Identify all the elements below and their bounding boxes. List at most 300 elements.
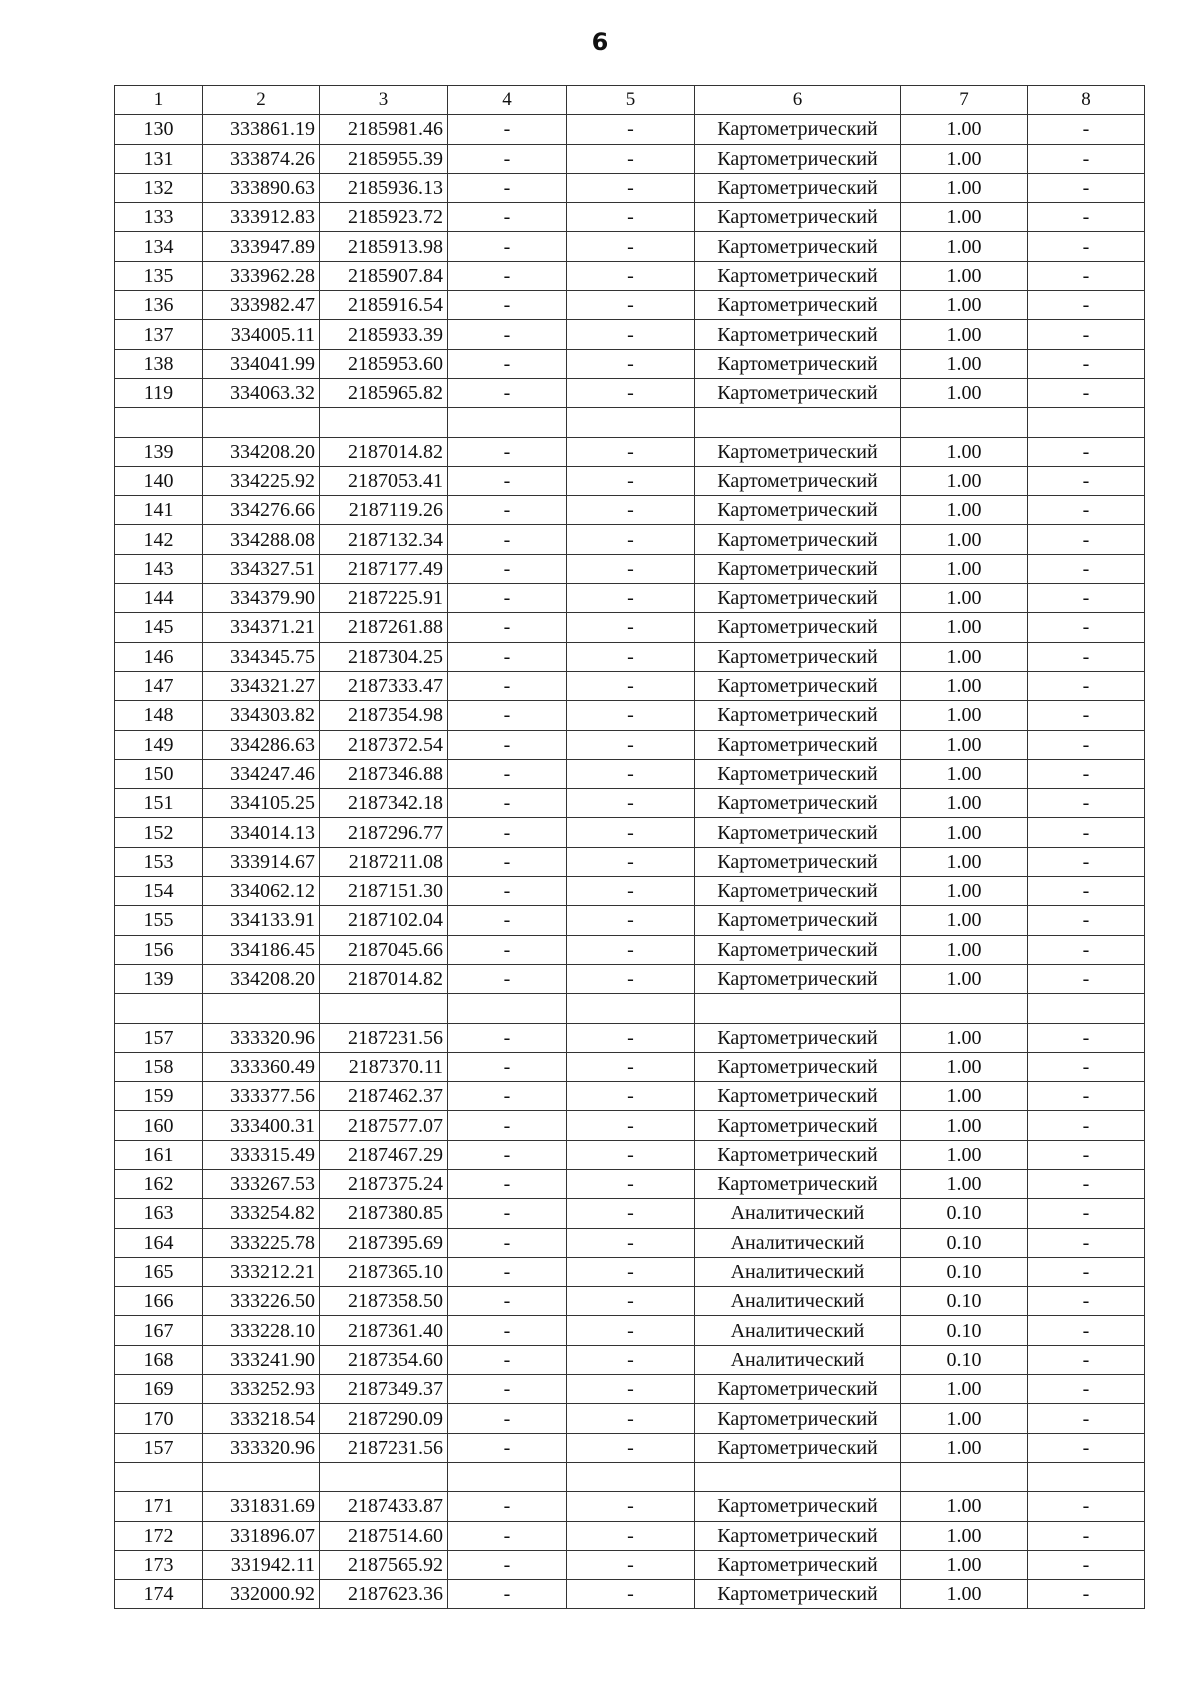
table-cell: - [448,1550,567,1579]
table-cell: - [567,1521,695,1550]
table-row [115,642,1145,671]
coordinates-table [114,85,1145,1609]
table-cell: 333861.19 [203,115,320,144]
table-cell: - [1028,1550,1145,1579]
table-cell: 1.00 [901,1521,1028,1550]
table-cell: 1.00 [901,173,1028,202]
table-cell: - [567,1404,695,1433]
table-cell: Картометрический [695,144,901,173]
table-cell: 2187372.54 [320,730,448,759]
table-cell: - [567,818,695,847]
table-cell: 2187349.37 [320,1375,448,1404]
table-cell: 1.00 [901,349,1028,378]
table-cell [320,1462,448,1491]
table-cell: - [1028,115,1145,144]
table-cell: 1.00 [901,964,1028,993]
table-cell: 334105.25 [203,789,320,818]
table-cell: 334321.27 [203,671,320,700]
table-cell: - [448,1111,567,1140]
table-cell: 0.10 [901,1199,1028,1228]
table-cell: 138 [115,349,203,378]
table-cell: 1.00 [901,1492,1028,1521]
column-header: 7 [901,86,1028,115]
table-cell: 2185955.39 [320,144,448,173]
table-row [115,1462,1145,1491]
table-cell: 152 [115,818,203,847]
table-cell: - [448,1404,567,1433]
table-cell: 2187375.24 [320,1169,448,1198]
table-cell: - [1028,1316,1145,1345]
table-cell: - [448,525,567,554]
table-cell: 140 [115,466,203,495]
table-cell: 333912.83 [203,203,320,232]
table-cell: 2187177.49 [320,554,448,583]
table-cell: 143 [115,554,203,583]
table-cell: 1.00 [901,1550,1028,1579]
table-cell: 2185981.46 [320,115,448,144]
table-cell: 334247.46 [203,759,320,788]
table-cell: - [448,554,567,583]
table-cell: 1.00 [901,847,1028,876]
table-cell: 171 [115,1492,203,1521]
table-cell: - [1028,1023,1145,1052]
table-cell: - [1028,349,1145,378]
table-cell: 131 [115,144,203,173]
table-cell: - [1028,1199,1145,1228]
table-cell: Картометрический [695,1580,901,1609]
table-cell: - [567,964,695,993]
table-cell: 148 [115,701,203,730]
table-cell: 2187395.69 [320,1228,448,1257]
table-cell: Картометрический [695,232,901,261]
table-cell: - [567,671,695,700]
table-cell: 2187354.60 [320,1345,448,1374]
table-cell: - [567,877,695,906]
table-cell: 1.00 [901,701,1028,730]
table-cell [320,408,448,437]
table-cell: 151 [115,789,203,818]
table-cell: - [448,1345,567,1374]
table-cell: 1.00 [901,730,1028,759]
table-cell [115,408,203,437]
table-cell: - [1028,847,1145,876]
table-row [115,1492,1145,1521]
table-cell: 2187380.85 [320,1199,448,1228]
table-cell: 162 [115,1169,203,1198]
table-cell: 2185907.84 [320,261,448,290]
table-cell: Картометрический [695,1492,901,1521]
table-cell: - [567,1345,695,1374]
table-cell: 1.00 [901,1082,1028,1111]
table-cell: - [567,232,695,261]
table-cell: Аналитический [695,1316,901,1345]
table-cell: 2187577.07 [320,1111,448,1140]
table-cell: 333267.53 [203,1169,320,1198]
table-cell: 2187333.47 [320,671,448,700]
table-cell: 2187132.34 [320,525,448,554]
table-cell: 1.00 [901,1580,1028,1609]
table-cell: - [448,349,567,378]
table-cell: - [1028,1082,1145,1111]
table-cell: - [1028,1521,1145,1550]
table-cell: Картометрический [695,789,901,818]
table-cell: 2187361.40 [320,1316,448,1345]
table-cell: 333226.50 [203,1287,320,1316]
table-cell: - [567,1375,695,1404]
table-cell: 2187365.10 [320,1257,448,1286]
table-cell: 1.00 [901,1023,1028,1052]
table-cell: 1.00 [901,554,1028,583]
table-cell: Картометрический [695,1375,901,1404]
table-cell [203,1462,320,1491]
table-cell: 170 [115,1404,203,1433]
table-cell: 135 [115,261,203,290]
table-row [115,408,1145,437]
table-row [115,1580,1145,1609]
table-cell: 2187231.56 [320,1023,448,1052]
table-cell: Картометрический [695,1433,901,1462]
table-cell: 1.00 [901,759,1028,788]
table-row [115,701,1145,730]
table-cell: - [1028,1140,1145,1169]
table-cell: - [448,115,567,144]
table-cell: 2187296.77 [320,818,448,847]
table-cell: Картометрический [695,261,901,290]
table-cell: 155 [115,906,203,935]
table-cell: - [567,730,695,759]
table-cell: 0.10 [901,1287,1028,1316]
table-row [115,291,1145,320]
table-cell: 331896.07 [203,1521,320,1550]
table-cell: - [567,203,695,232]
table-cell: 1.00 [901,613,1028,642]
table-cell: - [1028,701,1145,730]
table-cell: 333252.93 [203,1375,320,1404]
table-row [115,1550,1145,1579]
table-row [115,1345,1145,1374]
table-cell: - [448,935,567,964]
table-cell: 333228.10 [203,1316,320,1345]
table-cell: 333400.31 [203,1111,320,1140]
table-cell: - [567,1199,695,1228]
table-cell: 146 [115,642,203,671]
table-cell: - [1028,291,1145,320]
table-cell: - [448,1433,567,1462]
table-cell: 334371.21 [203,613,320,642]
table-cell: - [1028,1228,1145,1257]
table-cell: 334062.12 [203,877,320,906]
table-cell: 1.00 [901,1375,1028,1404]
table-row [115,935,1145,964]
table-row [115,1111,1145,1140]
table-cell: 1.00 [901,232,1028,261]
table-cell: - [1028,554,1145,583]
table-cell: 2187014.82 [320,437,448,466]
table-cell: 136 [115,291,203,320]
table-row [115,1521,1145,1550]
table-cell: Картометрический [695,378,901,407]
table-cell: Картометрический [695,1521,901,1550]
table-cell: Картометрический [695,554,901,583]
table-cell: - [1028,1580,1145,1609]
table-cell: - [567,554,695,583]
table-row [115,1082,1145,1111]
table-cell: 1.00 [901,789,1028,818]
table-cell: - [448,906,567,935]
column-header: 4 [448,86,567,115]
table-row [115,584,1145,613]
table-cell: 1.00 [901,1404,1028,1433]
table-cell: 0.10 [901,1257,1028,1286]
table-cell: 1.00 [901,378,1028,407]
table-cell [567,1462,695,1491]
table-cell: 2187053.41 [320,466,448,495]
table-row [115,1140,1145,1169]
table-cell: - [448,173,567,202]
table-cell: - [567,1111,695,1140]
table-cell: 167 [115,1316,203,1345]
table-cell: 147 [115,671,203,700]
table-cell: 142 [115,525,203,554]
table-cell: - [567,115,695,144]
table-cell: - [1028,1111,1145,1140]
table-cell [1028,994,1145,1023]
table-cell: 1.00 [901,291,1028,320]
table-cell: 334005.11 [203,320,320,349]
table-cell: 157 [115,1023,203,1052]
table-cell: 0.10 [901,1316,1028,1345]
table-cell: - [448,671,567,700]
column-header: 6 [695,86,901,115]
table-row [115,671,1145,700]
table-cell: 333320.96 [203,1023,320,1052]
table-cell: - [448,1257,567,1286]
table-cell: 331942.11 [203,1550,320,1579]
table-cell: 134 [115,232,203,261]
table-row [115,349,1145,378]
table-cell: 165 [115,1257,203,1286]
table-cell: Картометрический [695,1082,901,1111]
table-cell: - [1028,1257,1145,1286]
table-cell: - [1028,144,1145,173]
table-cell: 332000.92 [203,1580,320,1609]
table-cell [901,1462,1028,1491]
table-cell: 141 [115,496,203,525]
table-cell: - [567,1287,695,1316]
table-cell: - [567,584,695,613]
table-row [115,1257,1145,1286]
table-cell: 2187290.09 [320,1404,448,1433]
table-cell: 139 [115,964,203,993]
table-cell: 1.00 [901,1169,1028,1198]
table-row [115,525,1145,554]
table-cell: - [567,1492,695,1521]
table-cell: Картометрический [695,115,901,144]
table-cell: 132 [115,173,203,202]
table-cell: Картометрический [695,613,901,642]
table-cell [115,1462,203,1491]
table-cell: - [1028,261,1145,290]
table-cell: 1.00 [901,935,1028,964]
table-cell: - [448,847,567,876]
table-cell: - [448,378,567,407]
table-cell: - [567,496,695,525]
table-cell: - [567,1550,695,1579]
table-cell [901,994,1028,1023]
table-cell: 1.00 [901,1111,1028,1140]
table-cell: 158 [115,1052,203,1081]
table-cell: Картометрический [695,320,901,349]
table-cell: 2187354.98 [320,701,448,730]
table-cell: 1.00 [901,1433,1028,1462]
table-cell: 2187346.88 [320,759,448,788]
table-cell: 145 [115,613,203,642]
table-cell: Картометрический [695,584,901,613]
table-cell: 334379.90 [203,584,320,613]
table-cell: - [448,613,567,642]
table-row [115,1375,1145,1404]
table-cell: - [448,701,567,730]
table-row [115,818,1145,847]
table-cell: 333962.28 [203,261,320,290]
table-cell: 2185953.60 [320,349,448,378]
table-cell: Картометрический [695,759,901,788]
table-cell: - [567,1257,695,1286]
table-cell: 2187467.29 [320,1140,448,1169]
table-cell: 2187102.04 [320,906,448,935]
column-header: 1 [115,86,203,115]
table-row [115,994,1145,1023]
table-cell: 153 [115,847,203,876]
table-cell: - [448,1580,567,1609]
table-row [115,232,1145,261]
table-cell: - [567,847,695,876]
table-cell: - [448,466,567,495]
table-cell: - [448,877,567,906]
table-cell: - [448,789,567,818]
table-cell: 333254.82 [203,1199,320,1228]
table-cell: Картометрический [695,671,901,700]
table-cell: - [1028,173,1145,202]
table-cell: 334288.08 [203,525,320,554]
page-number: 6 [591,28,609,56]
table-cell: 159 [115,1082,203,1111]
table-cell: - [448,320,567,349]
table-cell: 164 [115,1228,203,1257]
table-cell: 1.00 [901,1140,1028,1169]
table-cell: Аналитический [695,1287,901,1316]
table-cell: - [1028,613,1145,642]
table-cell: 334186.45 [203,935,320,964]
table-cell: - [1028,203,1145,232]
table-cell: 168 [115,1345,203,1374]
table-cell: - [448,1375,567,1404]
table-cell: - [567,1140,695,1169]
table-cell: - [1028,496,1145,525]
table-cell: 166 [115,1287,203,1316]
table-cell [448,408,567,437]
table-cell: - [1028,877,1145,906]
table-cell: Картометрический [695,1169,901,1198]
table-cell: 157 [115,1433,203,1462]
table-cell: 2185933.39 [320,320,448,349]
table-cell: 2187358.50 [320,1287,448,1316]
table-cell: - [448,291,567,320]
table-cell [115,994,203,1023]
table-cell: Картометрический [695,1023,901,1052]
column-header: 3 [320,86,448,115]
table-cell: 173 [115,1550,203,1579]
table-cell: - [448,232,567,261]
table-cell: - [448,1169,567,1198]
table-cell: 333914.67 [203,847,320,876]
table-cell: - [1028,1345,1145,1374]
table-cell: - [567,291,695,320]
table-cell: 2187151.30 [320,877,448,906]
table-cell: - [1028,232,1145,261]
table-cell: - [567,1433,695,1462]
table-cell: - [567,525,695,554]
table-cell: Картометрический [695,173,901,202]
table-row [115,144,1145,173]
table-cell: - [567,173,695,202]
table-cell: 333218.54 [203,1404,320,1433]
table-cell: - [448,1140,567,1169]
table-cell: 1.00 [901,584,1028,613]
table-cell: 174 [115,1580,203,1609]
table-cell: 334208.20 [203,964,320,993]
table-cell: - [567,144,695,173]
table-cell: 333225.78 [203,1228,320,1257]
table-cell: 163 [115,1199,203,1228]
table-cell: - [448,1521,567,1550]
table-cell: 333982.47 [203,291,320,320]
table-cell: 149 [115,730,203,759]
table-cell: - [1028,964,1145,993]
table-cell: 333890.63 [203,173,320,202]
table-cell: 2185923.72 [320,203,448,232]
table-row [115,613,1145,642]
table-cell: - [1028,671,1145,700]
table-cell: 119 [115,378,203,407]
table-cell: - [1028,1287,1145,1316]
table-cell: 2187433.87 [320,1492,448,1521]
table-row [115,1052,1145,1081]
table-row [115,759,1145,788]
table-cell: Картометрический [695,1404,901,1433]
table-cell: 1.00 [901,466,1028,495]
table-row [115,1433,1145,1462]
table-cell: Картометрический [695,847,901,876]
table-cell: 334303.82 [203,701,320,730]
table-cell: - [567,320,695,349]
table-cell: Картометрический [695,1550,901,1579]
table-cell: - [1028,1492,1145,1521]
table-cell: - [1028,642,1145,671]
table-cell: 333947.89 [203,232,320,261]
table-cell: Картометрический [695,203,901,232]
table-cell: 0.10 [901,1345,1028,1374]
table-cell: - [1028,818,1145,847]
table-cell: 2185965.82 [320,378,448,407]
table-cell [203,994,320,1023]
table-cell: 1.00 [901,671,1028,700]
table-cell: 2185936.13 [320,173,448,202]
table-cell: - [448,1492,567,1521]
table-cell: 1.00 [901,496,1028,525]
table-cell: - [567,466,695,495]
table-cell: Картометрический [695,1111,901,1140]
